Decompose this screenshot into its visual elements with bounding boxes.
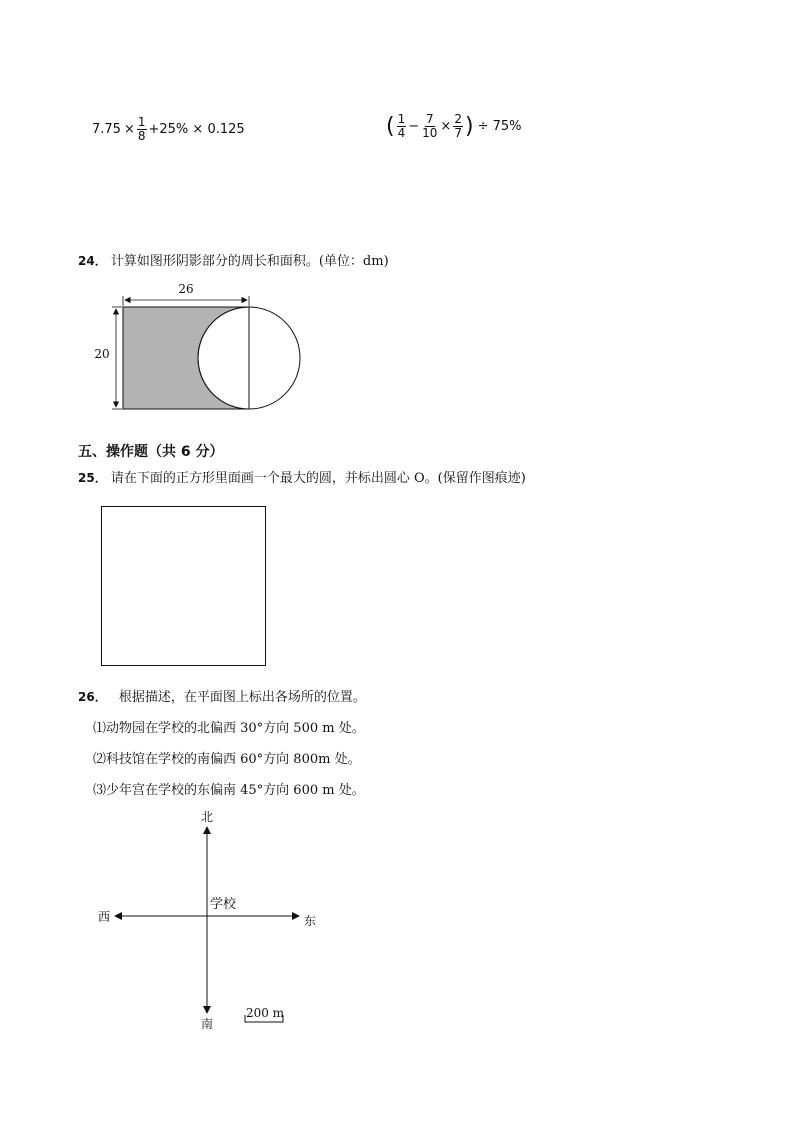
north-label: 北 — [200, 810, 214, 824]
question-24-text: 计算如图形阴影部分的周长和面积。(单位：dm) — [110, 254, 389, 269]
expression-2 — [386, 113, 521, 140]
question-25-number: 25． — [78, 471, 107, 485]
expr2-times: × — [440, 119, 452, 134]
drawing-square[interactable] — [101, 506, 266, 666]
expr1-frac-num: 1 — [137, 115, 146, 129]
question-26-item-2: ⑵科技馆在学校的南偏西 60°方向 800m 处。 — [93, 752, 361, 767]
question-26-item-1: ⑴动物园在学校的北偏西 30°方向 500 m 处。 — [93, 721, 365, 736]
shaded-figure — [86, 278, 316, 418]
expression-1 — [92, 116, 245, 143]
question-25-text: 请在下面的正方形里面画一个最大的圆，并标出圆心 O。(保留作图痕迹) — [110, 471, 526, 486]
expr2-fraction-1 — [397, 113, 407, 140]
expr2-f1-den: 4 — [397, 126, 406, 140]
scale-label: 200 m — [245, 1006, 285, 1020]
question-24-number: 24． — [78, 254, 107, 268]
expr1-times: × — [123, 122, 135, 137]
expr1-fraction — [137, 116, 147, 143]
school-label: 学校 — [210, 897, 237, 912]
width-label: 26 — [178, 282, 194, 296]
expr2-f3-num: 2 — [454, 112, 462, 126]
expr2-fraction-2 — [421, 113, 438, 140]
expr2-open-paren: ( — [386, 113, 395, 139]
expr2-rest: ÷ 75% — [477, 119, 522, 134]
question-26-item-3: ⑶少年宫在学校的东偏南 45°方向 600 m 处。 — [93, 783, 365, 798]
expr2-f2-den: 10 — [422, 126, 438, 140]
question-26 — [78, 686, 366, 705]
east-label: 东 — [303, 914, 317, 928]
expr2-f3-den: 7 — [454, 126, 462, 140]
question-25 — [78, 467, 526, 486]
expr2-fraction-3 — [453, 113, 463, 140]
compass-map[interactable] — [90, 805, 330, 1035]
question-24 — [78, 250, 389, 269]
expr1-frac-den: 8 — [137, 129, 146, 143]
expr1-number: 7.75 — [92, 122, 121, 137]
expr2-minus: − — [408, 119, 420, 134]
expr2-close-paren: ) — [464, 113, 474, 139]
expr1-rest: +25% × 0.125 — [148, 122, 245, 137]
section-5-title: 五、操作题（共 6 分） — [78, 444, 224, 460]
expr2-f2-num: 7 — [425, 112, 434, 126]
question-26-number: 26． — [78, 690, 107, 704]
west-label: 西 — [97, 910, 111, 924]
south-label: 南 — [200, 1017, 214, 1031]
question-26-text: 根据描述，在平面图上标出各场所的位置。 — [118, 690, 366, 705]
expr2-f1-num: 1 — [397, 112, 406, 126]
height-label: 20 — [94, 347, 110, 361]
shaded-region — [123, 307, 249, 409]
